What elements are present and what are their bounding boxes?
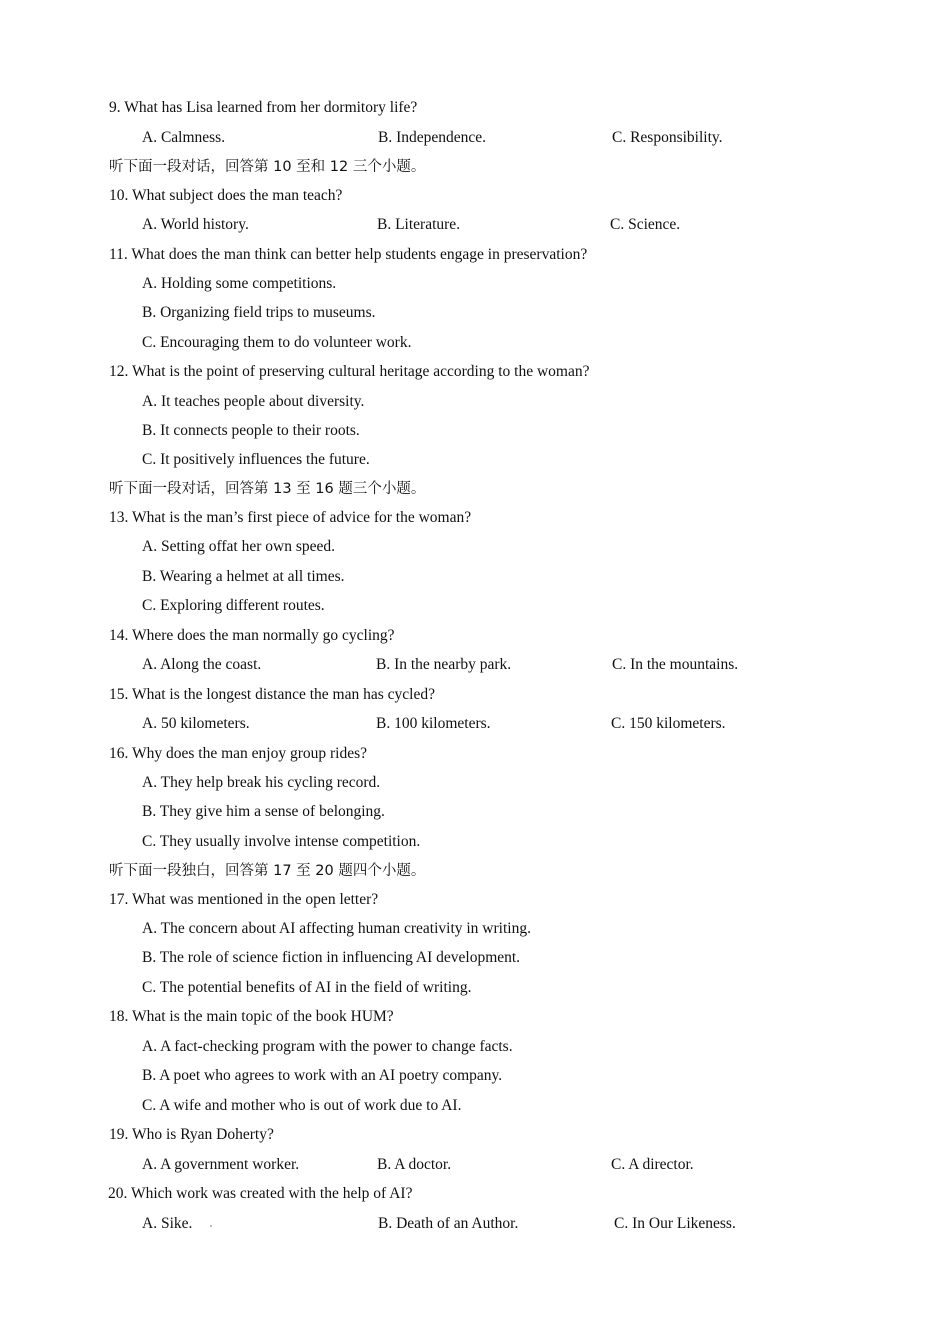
question-11: 11. What does the man think can better help students engage in preservation? [109,246,588,263]
option-11c: C. Encouraging them to do volunteer work. [142,334,412,351]
option-20c: C. In Our Likeness. [614,1215,736,1232]
question-17: 17. What was mentioned in the open letter? [109,891,379,908]
option-14b: B. In the nearby park. [376,656,512,673]
option-16b: B. They give him a sense of belonging. [142,803,385,820]
option-17a: A. The concern about AI affecting human creativity in writing. [142,920,531,937]
question-16: 16. Why does the man enjoy group rides? [109,745,367,762]
question-13: 13. What is the man’s first piece of advice for the woman? [109,509,472,526]
stray-mark [210,1225,212,1227]
section-instruction-2: 听下面一段对话，回答第 13 至 16 题三个小题。 [109,481,426,497]
option-18b: B. A poet who agrees to work with an AI poetry company. [142,1067,503,1084]
option-19c: C. A director. [611,1156,694,1173]
question-10: 10. What subject does the man teach? [109,187,343,204]
option-13a: A. Setting offat her own speed. [142,538,335,555]
option-14c: C. In the mountains. [612,656,739,673]
option-20a: A. Sike. [142,1215,193,1232]
question-14: 14. Where does the man normally go cycling? [109,627,395,644]
question-9: 9. What has Lisa learned from her dormitory life? [109,99,418,116]
option-15b: B. 100 kilometers. [376,715,491,732]
option-9c: C. Responsibility. [612,129,723,146]
option-10c: C. Science. [610,216,681,233]
option-18a: A. A fact-checking program with the power to change facts. [142,1038,513,1055]
section-instruction-3: 听下面一段独白，回答第 17 至 20 题四个小题。 [109,863,426,879]
option-17b: B. The role of science fiction in influencing AI development. [142,949,521,966]
question-18: 18. What is the main topic of the book HUM? [109,1008,394,1025]
option-15a: A. 50 kilometers. [142,715,250,732]
option-13c: C. Exploring different routes. [142,597,325,614]
option-9a: A. Calmness. [142,129,226,146]
option-16c: C. They usually involve intense competition. [142,833,421,850]
option-10a: A. World history. [142,216,249,233]
option-18c: C. A wife and mother who is out of work due to AI. [142,1097,462,1114]
question-15: 15. What is the longest distance the man has cycled? [109,686,435,703]
question-20: 20. Which work was created with the help of AI? [108,1185,413,1202]
option-11b: B. Organizing field trips to museums. [142,304,376,321]
option-9b: B. Independence. [378,129,487,146]
option-12b: B. It connects people to their roots. [142,422,360,439]
section-instruction-1: 听下面一段对话，回答第 10 至和 12 三个小题。 [109,159,426,175]
question-12: 12. What is the point of preserving cultural heritage according to the woman? [109,363,590,380]
option-12c: C. It positively influences the future. [142,451,370,468]
option-15c: C. 150 kilometers. [611,715,726,732]
option-17c: C. The potential benefits of AI in the field of writing. [142,979,472,996]
question-19: 19. Who is Ryan Doherty? [109,1126,274,1143]
option-10b: B. Literature. [377,216,461,233]
option-12a: A. It teaches people about diversity. [142,393,365,410]
option-19a: A. A government worker. [142,1156,300,1173]
option-20b: B. Death of an Author. [378,1215,519,1232]
option-16a: A. They help break his cycling record. [142,774,381,791]
option-11a: A. Holding some competitions. [142,275,337,292]
option-19b: B. A doctor. [377,1156,452,1173]
option-13b: B. Wearing a helmet at all times. [142,568,345,585]
option-14a: A. Along the coast. [142,656,262,673]
